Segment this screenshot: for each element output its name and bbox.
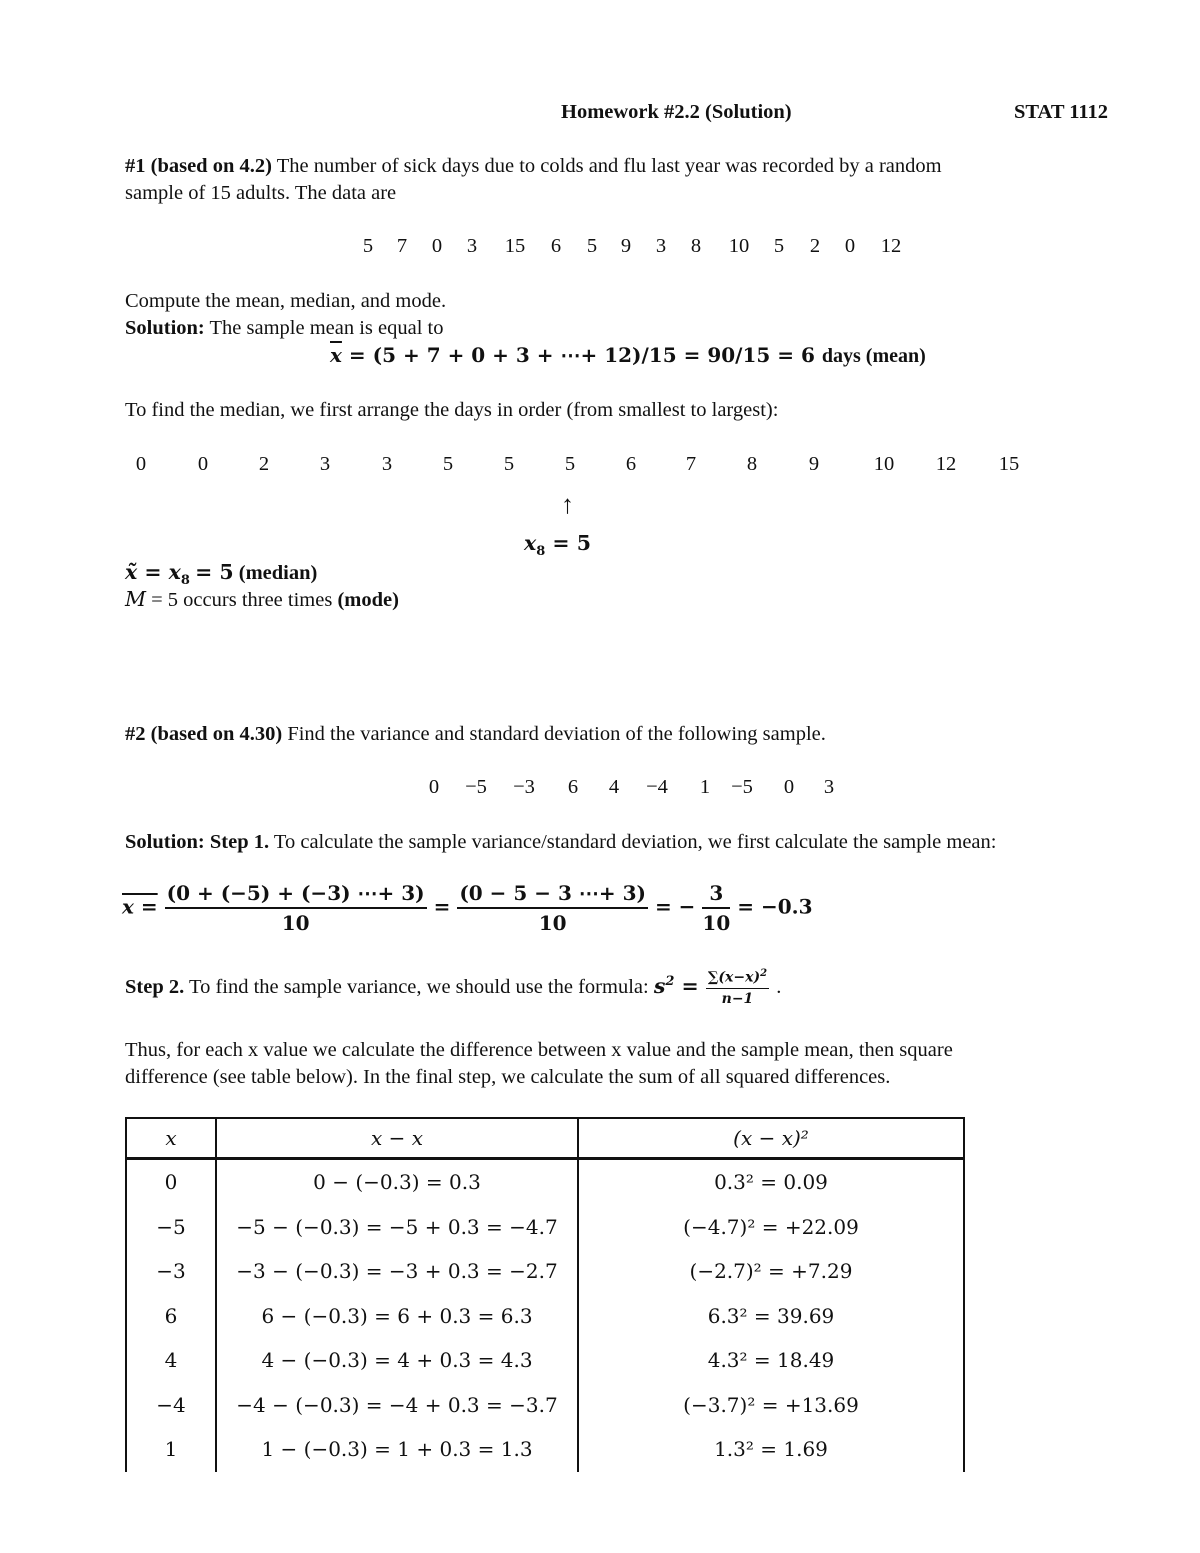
fraction-1-num: (0 + (−5) + (−3) ⋯+ 3): [165, 881, 427, 909]
cell-diff: 0 − (−0.3) = 0.3: [216, 1159, 578, 1205]
sorted-value-5: 5: [442, 453, 454, 475]
variance-formula: $s^2$ = $\frac{\sum(x-x)^2}{n-1}$: [653, 968, 768, 1007]
median-eq: = 5: [195, 560, 234, 584]
fraction-1: [165, 881, 427, 935]
problem2-data-value-1: −5: [465, 776, 487, 798]
x8-var: x: [524, 531, 537, 555]
formula-num: ∑(x−x): [707, 969, 761, 986]
cell-sq: 0.3² = 0.09: [578, 1159, 964, 1205]
problem2-statement: [125, 723, 826, 746]
up-arrow-icon: ↑: [561, 490, 574, 519]
problem2-label: #2 (based on 4.30): [125, 723, 283, 745]
mean-result: days (mean): [821, 345, 926, 367]
sorted-value-9: 7: [685, 453, 697, 475]
problem1-text-line2: sample of 15 adults. The data are: [125, 182, 397, 204]
table-row: [126, 1427, 964, 1472]
mean-symbol: $\overline{x}$: [330, 343, 342, 367]
median-line: [125, 560, 317, 588]
median-result: (median): [238, 562, 318, 584]
problem1-data-value-13: 0: [844, 235, 856, 257]
median-intro: To find the median, we first arrange the days in order (from smallest to largest):: [125, 399, 779, 421]
header-x: x: [126, 1118, 216, 1159]
mean2-result: = −0.3: [737, 894, 813, 919]
thus-line2: difference (see table below). In the final step, we calculate the sum of all squared differences.: [125, 1066, 891, 1088]
step1-line: [125, 831, 996, 854]
cell-sq: (−4.7)² = +22.09: [578, 1205, 964, 1250]
problem1-statement: [125, 155, 942, 178]
problem1-data-value-2: 0: [431, 235, 443, 257]
problem1-label: #1 (based on 4.2): [125, 155, 272, 177]
cell-diff: 1 − (−0.3) = 1 + 0.3 = 1.3: [216, 1427, 578, 1472]
sorted-value-3: 3: [319, 453, 331, 475]
problem1-data-value-8: 3: [655, 235, 667, 257]
cell-x: 1: [126, 1427, 216, 1472]
fraction-3: [702, 881, 730, 935]
problem1-data-value-4: 15: [504, 235, 526, 257]
problem1-data-value-5: 6: [550, 235, 562, 257]
sorted-value-7: 5: [564, 453, 576, 475]
problem1-solution-intro: [125, 317, 443, 340]
squared-differences-table: [125, 1117, 965, 1472]
problem2-text: Find the variance and standard deviation of the following sample.: [287, 723, 826, 745]
cell-diff: −4 − (−0.3) = −4 + 0.3 = −3.7: [216, 1383, 578, 1428]
step1-label: Step 1.: [209, 831, 270, 853]
mode-line: [125, 587, 399, 612]
cell-x: 0: [126, 1159, 216, 1205]
cell-sq: 1.3² = 1.69: [578, 1427, 964, 1472]
problem1-data-value-1: 7: [396, 235, 408, 257]
header-sq: (x − x)²: [578, 1118, 964, 1159]
sorted-value-8: 6: [625, 453, 637, 475]
cell-x: 6: [126, 1294, 216, 1339]
table-header-row: [126, 1118, 964, 1159]
problem1-data-value-14: 12: [880, 235, 902, 257]
fraction-3-den: 10: [702, 911, 731, 935]
sorted-value-6: 5: [503, 453, 515, 475]
cell-x: 4: [126, 1338, 216, 1383]
sorted-value-13: 12: [935, 453, 957, 475]
median-lhs: x̃ = x: [125, 560, 181, 584]
problem2-data-value-0: 0: [428, 776, 440, 798]
mean-expression: = (5 + 7 + 0 + 3 + ⋯+ 12)/15 = 90/15 = 6: [348, 343, 815, 367]
table-row: [126, 1383, 964, 1428]
problem1-data-value-0: 5: [362, 235, 374, 257]
x8-value: = 5: [552, 531, 591, 555]
problem1-data-value-3: 3: [466, 235, 478, 257]
step1-text: To calculate the sample variance/standard deviation, we first calculate the sample mean:: [273, 831, 997, 853]
problem2-data-value-7: −5: [731, 776, 753, 798]
cell-diff: 4 − (−0.3) = 4 + 0.3 = 4.3: [216, 1338, 578, 1383]
sorted-value-4: 3: [381, 453, 393, 475]
cell-x: −5: [126, 1205, 216, 1250]
mean-equation: [330, 343, 926, 368]
x8-sub: 8: [536, 544, 546, 560]
problem2-data-value-4: 4: [608, 776, 620, 798]
mode-var: M: [125, 587, 146, 611]
step2-label: Step 2.: [125, 975, 185, 998]
cell-diff: −5 − (−0.3) = −5 + 0.3 = −4.7: [216, 1205, 578, 1250]
cell-sq: 4.3² = 18.49: [578, 1338, 964, 1383]
thus-line1: Thus, for each x value we calculate the difference between x value and the sample mean, then square: [125, 1039, 953, 1061]
problem1-data-value-11: 5: [773, 235, 785, 257]
problem1-data-row: [0, 235, 1200, 265]
fraction-2-num: (0 − 5 − 3 ⋯+ 3): [457, 881, 648, 909]
course-code: STAT 1112: [1014, 101, 1109, 123]
sorted-value-14: 15: [998, 453, 1020, 475]
cell-diff: −3 − (−0.3) = −3 + 0.3 = −2.7: [216, 1249, 578, 1294]
problem1-task: Compute the mean, median, and mode.: [125, 290, 447, 312]
formula-fraction: $\frac{\sum(x-x)^2}{n-1}$: [707, 968, 768, 1007]
problem2-data-value-5: −4: [646, 776, 668, 798]
problem2-data-value-6: 1: [699, 776, 711, 798]
mean2-lhs: x =: [122, 894, 158, 919]
fraction-3-num: 3: [702, 881, 730, 909]
problem1-data-value-6: 5: [586, 235, 598, 257]
problem1-data-value-9: 8: [690, 235, 702, 257]
sorted-value-11: 9: [808, 453, 820, 475]
mean2-equation: x = $\frac{(0 + (-5) + (-3) \cdots+ 3)}{10}$ = $\frac{(0 - 5 - 3 \cdots+ 3)}{10}$ = − $\frac{3}{10}$ = −0.3: [122, 881, 813, 935]
cell-x: −4: [126, 1383, 216, 1428]
sorted-value-10: 8: [746, 453, 758, 475]
problem1-data-value-7: 9: [620, 235, 632, 257]
step2-line: Step 2. To find the sample variance, we should use the formula: $s^2$ = $\frac{\sum(x-x)^2}{n-1}$ .: [125, 968, 782, 1007]
fraction-1-den: 10: [281, 911, 310, 935]
formula-den: n−1: [721, 990, 754, 1007]
problem2-data-value-2: −3: [513, 776, 535, 798]
problem1-data-value-12: 2: [809, 235, 821, 257]
solution-label: Solution:: [125, 317, 205, 339]
x8-label: [524, 531, 591, 559]
solution-text: The sample mean is equal to: [209, 317, 444, 339]
table-row: [126, 1294, 964, 1339]
mode-result: (mode): [337, 589, 399, 611]
sorted-value-1: 0: [197, 453, 209, 475]
problem2-data-value-8: 0: [783, 776, 795, 798]
median-sub: 8: [180, 573, 190, 589]
sorted-value-2: 2: [258, 453, 270, 475]
cell-sq: 6.3² = 39.69: [578, 1294, 964, 1339]
problem1-data-value-10: 10: [728, 235, 750, 257]
table-row: [126, 1338, 964, 1383]
sorted-value-12: 10: [873, 453, 895, 475]
step2-text: To find the sample variance, we should use the formula:: [189, 975, 649, 998]
solution2-label: Solution:: [125, 831, 205, 853]
header-diff: x − x: [216, 1118, 578, 1159]
cell-x: −3: [126, 1249, 216, 1294]
sorted-data-row: [0, 453, 1200, 483]
page-title: Homework #2.2 (Solution): [561, 101, 792, 123]
sorted-value-0: 0: [135, 453, 147, 475]
problem2-data-value-9: 3: [823, 776, 835, 798]
problem1-text-line1: The number of sick days due to colds and flu last year was recorded by a random: [276, 155, 942, 177]
problem2-data-value-3: 6: [567, 776, 579, 798]
table-row: [126, 1159, 964, 1205]
problem2-data-row: [0, 776, 1200, 806]
mode-text: = 5 occurs three times: [151, 589, 333, 611]
fraction-2: [457, 881, 648, 935]
table-row: [126, 1205, 964, 1250]
cell-sq: (−3.7)² = +13.69: [578, 1383, 964, 1428]
table-row: [126, 1249, 964, 1294]
formula-lhs: s: [653, 973, 666, 998]
cell-diff: 6 − (−0.3) = 6 + 0.3 = 6.3: [216, 1294, 578, 1339]
fraction-2-den: 10: [538, 911, 567, 935]
cell-sq: (−2.7)² = +7.29: [578, 1249, 964, 1294]
